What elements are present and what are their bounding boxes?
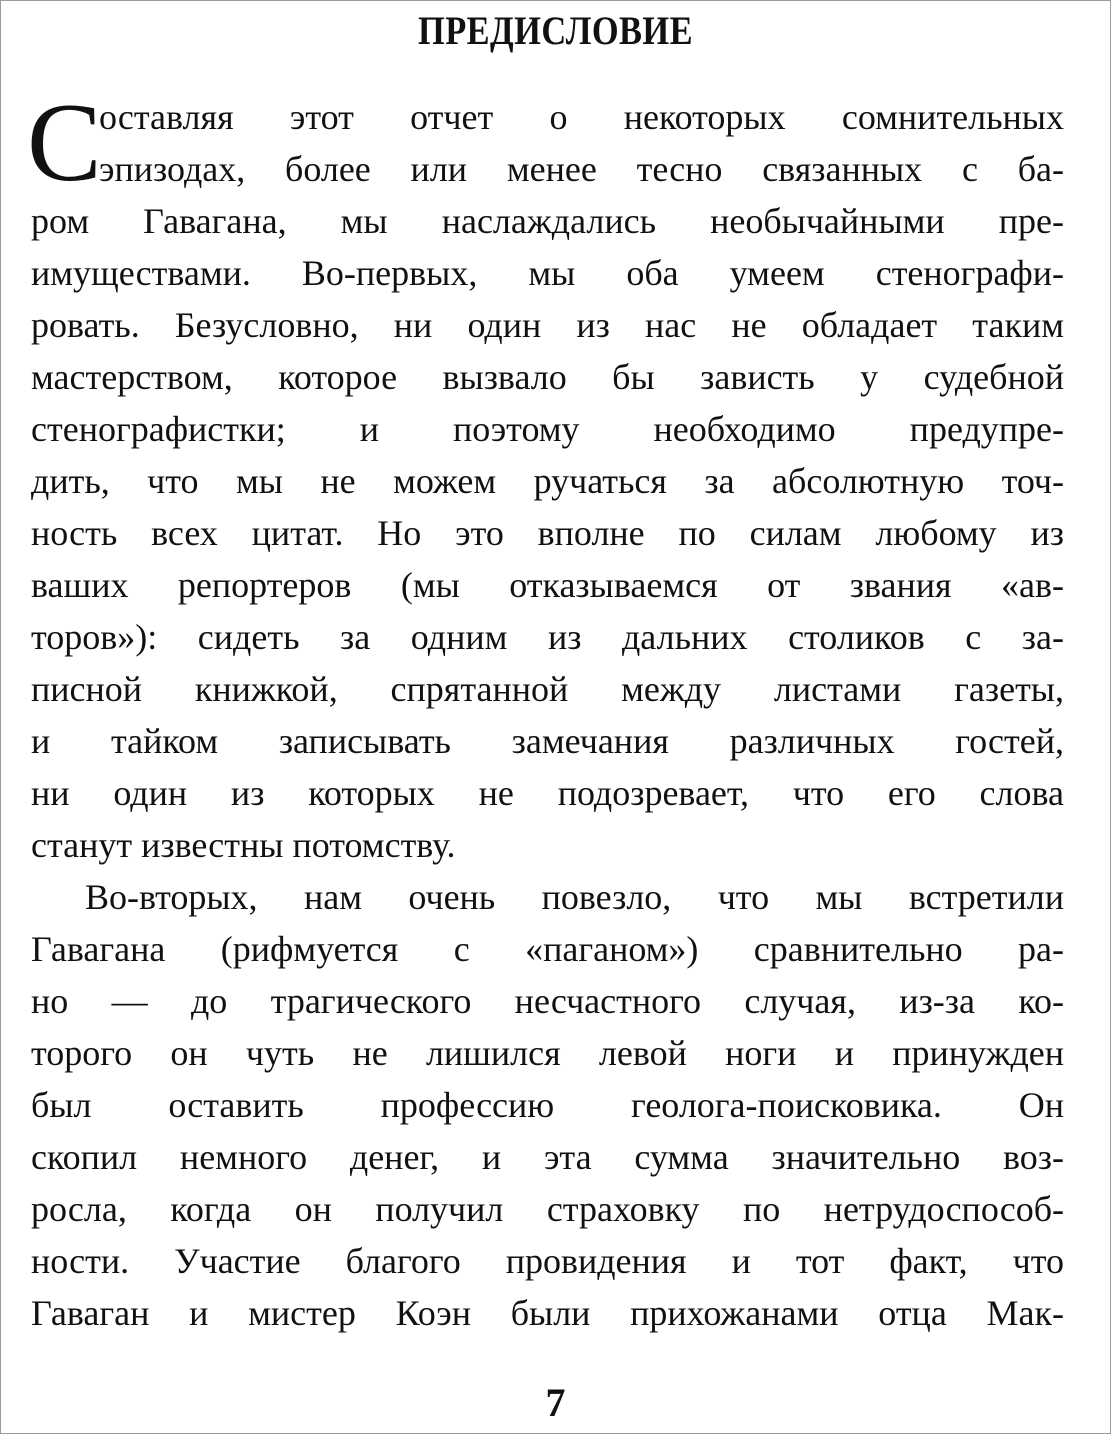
text-line: был оставить профессию геолога-поисковика. Он: [31, 1085, 1064, 1125]
text-line: дить, что мы не можем ручаться за абсолютную точ-: [31, 461, 1064, 501]
text-line: мастерством, которое вызвало бы зависть у судебной: [31, 357, 1064, 397]
text-line: росла, когда он получил страховку по нетрудоспособ-: [31, 1189, 1064, 1229]
text-line: оставляя этот отчет о некоторых сомнительных: [99, 97, 1064, 137]
text-line: ром Гавагана, мы наслаждались необычайными пре-: [31, 201, 1064, 241]
text-line: и тайком записывать замечания различных гостей,: [31, 721, 1064, 761]
chapter-title: ПРЕДИСЛОВИЕ: [418, 8, 693, 53]
text-line: торов»): сидеть за одним из дальних столиков с за-: [31, 617, 1064, 657]
paragraph-2: [31, 871, 1064, 1339]
page-body: [27, 81, 1064, 1339]
text-line: ности. Участие благого провидения и тот факт, что: [31, 1241, 1064, 1281]
text-line: эпизодах, более или менее тесно связанных с ба-: [99, 149, 1064, 189]
text-line: ность всех цитат. Но это вполне по силам любому из: [31, 513, 1064, 553]
paragraph-1: [27, 81, 1064, 871]
text-line: скопил немного денег, и эта сумма значительно воз-: [31, 1137, 1064, 1177]
text-line: ровать. Безусловно, ни один из нас не обладает таким: [31, 305, 1064, 345]
text-line: ваших репортеров (мы отказываемся от звания «ав-: [31, 565, 1064, 605]
text-line: но — до трагического несчастного случая, из-за ко-: [31, 981, 1064, 1021]
text-line: стенографистки; и поэтому необходимо предупре-: [31, 409, 1064, 449]
text-line: Гавагана (рифмуется с «паганом») сравнительно ра-: [31, 929, 1064, 969]
text-line: торого он чуть не лишился левой ноги и принужден: [31, 1033, 1064, 1073]
text-line: ни один из которых не подозревает, что его слова: [31, 773, 1064, 813]
page-number: 7: [545, 1380, 566, 1425]
text-line: имуществами. Во-первых, мы оба умеем стенографи-: [31, 253, 1064, 293]
text-line: Во-вторых, нам очень повезло, что мы встретили: [85, 877, 1064, 917]
text-line: писной книжкой, спрятанной между листами газеты,: [31, 669, 1064, 709]
text-line: станут известны потомству.: [31, 825, 456, 865]
text-line: Гаваган и мистер Коэн были прихожанами отца Мак-: [31, 1293, 1064, 1333]
drop-cap: С: [27, 81, 102, 205]
